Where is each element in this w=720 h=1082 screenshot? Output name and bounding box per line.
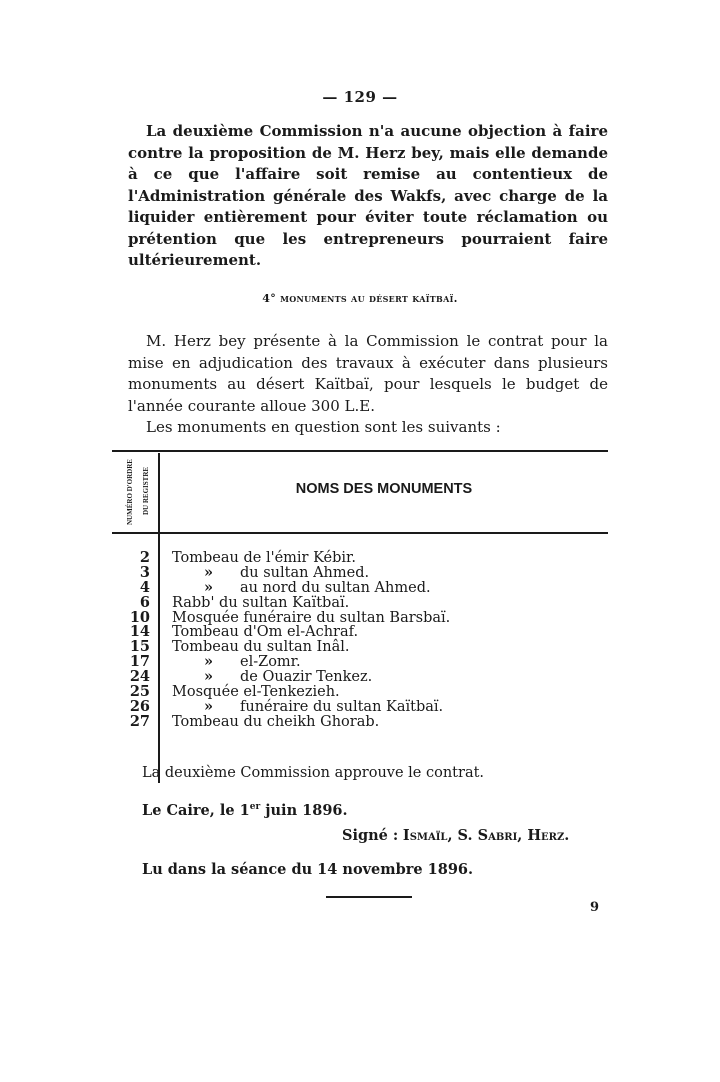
register-number: 4 [139,578,150,596]
register-number-column-label [112,453,152,527]
paragraph-herz-contract [128,331,608,417]
paragraph-monuments-intro [128,417,608,439]
place-date-line [142,802,348,819]
register-number: 14 [129,623,150,641]
register-number: 3 [139,563,150,581]
register-number: 6 [139,593,150,611]
approval-line: La deuxième Commission approuve le contrat. [142,765,485,781]
monument-name-text: du sultan Ahmed. [240,564,370,581]
monument-name-text: Tombeau de l'émir Kébir. [172,550,356,566]
register-number: 26 [129,697,150,715]
paragraph-commission-objection [128,121,608,272]
register-number: 15 [129,638,150,656]
ditto-mark: » [204,668,214,686]
monument-name [204,697,444,715]
column-label-line2: DU REGISTRE [142,466,150,515]
signatories: Ismaïl, S. Sabri, Herz. [402,827,570,844]
section-heading: 4° monuments au désert kaïtbaï. [262,292,458,305]
monument-name-text: Tombeau du sultan Inâl. [172,639,350,656]
monument-name-text: Tombeau d'Om el-Achraf. [172,624,359,641]
monument-name-text: Rabb' du sultan Kaïtbaï. [172,594,350,611]
monument-name [204,670,372,685]
session-note: Lu dans la séance du 14 novembre 1896. [142,861,474,878]
monument-name [204,655,301,670]
monument-name [172,640,350,655]
paragraph-text: La deuxième Commission n'a aucune objection à faire contre la proposition de M. Herz bey, mais elle demande à ce que l'affaire soit remise au contentieux de l'Administration générale des Wakfs, avec charge de la liquider entièrement pour éviter toute réclamation ou prétention que les entrepreneurs pourraient faire ultérieurement. [128,122,608,269]
place-date-prefix: Le Caire, le 1 [142,802,250,819]
register-number: 2 [139,549,150,566]
paragraph-text: Les monuments en question sont les suivants : [146,418,501,436]
table-top-rule [112,450,608,452]
register-number: 25 [129,683,150,701]
ditto-mark: » [204,563,214,581]
table-header-rule [112,532,608,534]
ditto-mark: » [204,578,214,596]
table-column-rule [158,453,160,783]
monument-name [172,611,450,626]
monument-name-text: de Ouazir Tenkez. [240,669,373,686]
monument-name-text: Mosquée el-Tenkezieh. [172,684,340,701]
column-label-line1: NUMÉRO D'ORDRE [126,459,134,525]
ditto-mark: » [204,697,214,715]
monument-name [172,596,349,611]
register-number: 27 [129,712,150,730]
ditto-mark: » [204,653,214,671]
signature-line [342,827,569,844]
monument-name [172,685,340,700]
monument-name-text: Mosquée funéraire du sultan Barsbaï. [172,609,451,626]
page-number: — 129 — [322,88,398,106]
monument-name [172,551,356,566]
monument-name-text: au nord du sultan Ahmed. [240,579,431,596]
signed-label: Signé : [342,827,399,844]
register-number: 24 [129,668,150,686]
monument-name [204,578,431,596]
monument-name [172,625,358,640]
monument-name-text: Tombeau du cheikh Ghorab. [172,713,380,730]
paragraph-text: M. Herz bey présente à la Commission le contrat pour la mise en adjudication des travaux à exécuter dans plusieurs monuments au désert Kaïtbaï, pour lesquels le budget de l'année courante alloue 300 L.E. [128,332,608,415]
monument-names-header: NOMS DES MONUMENTS [295,481,473,497]
monument-name-text: funéraire du sultan Kaïtbaï. [240,698,444,715]
monument-name-text: el-Zomr. [240,654,301,671]
monument-name [172,715,379,730]
place-date-superscript: er [249,802,261,813]
folio-mark: 9 [590,900,600,915]
register-number: 10 [129,608,150,626]
closing-rule [326,896,412,898]
register-number: 17 [129,653,150,671]
place-date-suffix: juin 1896. [260,802,348,819]
monument-name [204,563,370,581]
